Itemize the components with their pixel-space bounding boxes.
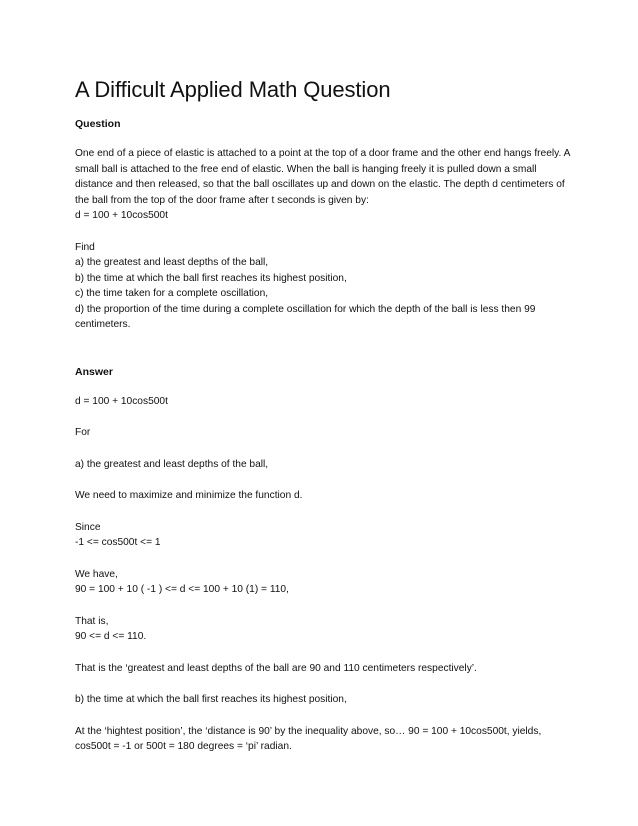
highest-line: At the ‘hightest position’, the ‘distance is 90’ by the inequality above, so… 90 = 100 + 10cos500t, yields,	[75, 725, 542, 737]
highest-line: cos500t = -1 or 500t = 180 degrees = ‘pi’ radian.	[75, 741, 292, 752]
that-is-inequality: 90 <= d <= 110.	[75, 631, 147, 642]
find-item-c: c) the time taken for a complete oscillation,	[75, 288, 269, 299]
since-inequality: -1 <= cos500t <= 1	[75, 537, 161, 548]
we-have-label: We have,	[75, 568, 118, 580]
answer-conclusion: That is the ‘greatest and least depths of the ball are 90 and 110 centimeters respectively’.	[75, 662, 477, 674]
answer-part-a: a) the greatest and least depths of the ball,	[75, 458, 269, 470]
find-list	[75, 240, 575, 333]
answer-for: For	[75, 427, 91, 438]
document-page	[75, 76, 575, 755]
question-line: small ball is attached to the free end of elastic. When the ball is hanging freely it is pulled down a small	[75, 163, 537, 175]
question-line: distance and then released, so that the ball oscillates up and down on the elastic. The depth d centimeters of	[75, 179, 565, 190]
question-line: the ball from the top of the door frame after t seconds is given by:	[75, 194, 369, 206]
answer-maximize: We need to maximize and minimize the function d.	[75, 490, 303, 501]
answer-that-is	[75, 614, 575, 645]
answer-since	[75, 520, 575, 551]
question-equation: d = 100 + 10cos500t	[75, 210, 168, 221]
find-item-d-cont: centimeters.	[75, 319, 131, 330]
document-title: A Difficult Applied Math Question	[75, 77, 391, 102]
that-is-label: That is,	[75, 615, 109, 627]
find-item-d: d) the proportion of the time during a complete oscillation for which the depth of the ball is less then 99	[75, 303, 536, 315]
answer-equation: d = 100 + 10cos500t	[75, 395, 168, 407]
answer-highest-position	[75, 724, 575, 755]
question-heading: Question	[75, 118, 121, 130]
answer-part-b: b) the time at which the ball first reaches its highest position,	[75, 694, 347, 705]
find-label: Find	[75, 241, 95, 253]
find-item-b: b) the time at which the ball first reaches its highest position,	[75, 272, 347, 284]
we-have-inequality: 90 = 100 + 10 ( -1 ) <= d <= 100 + 10 (1) = 110,	[75, 584, 289, 595]
question-paragraph	[75, 146, 575, 224]
question-line: One end of a piece of elastic is attached to a point at the top of a door frame and the other end hangs freely. A	[75, 148, 571, 159]
answer-heading: Answer	[75, 365, 113, 378]
since-label: Since	[75, 521, 101, 533]
answer-we-have	[75, 567, 575, 598]
find-item-a: a) the greatest and least depths of the ball,	[75, 257, 269, 268]
